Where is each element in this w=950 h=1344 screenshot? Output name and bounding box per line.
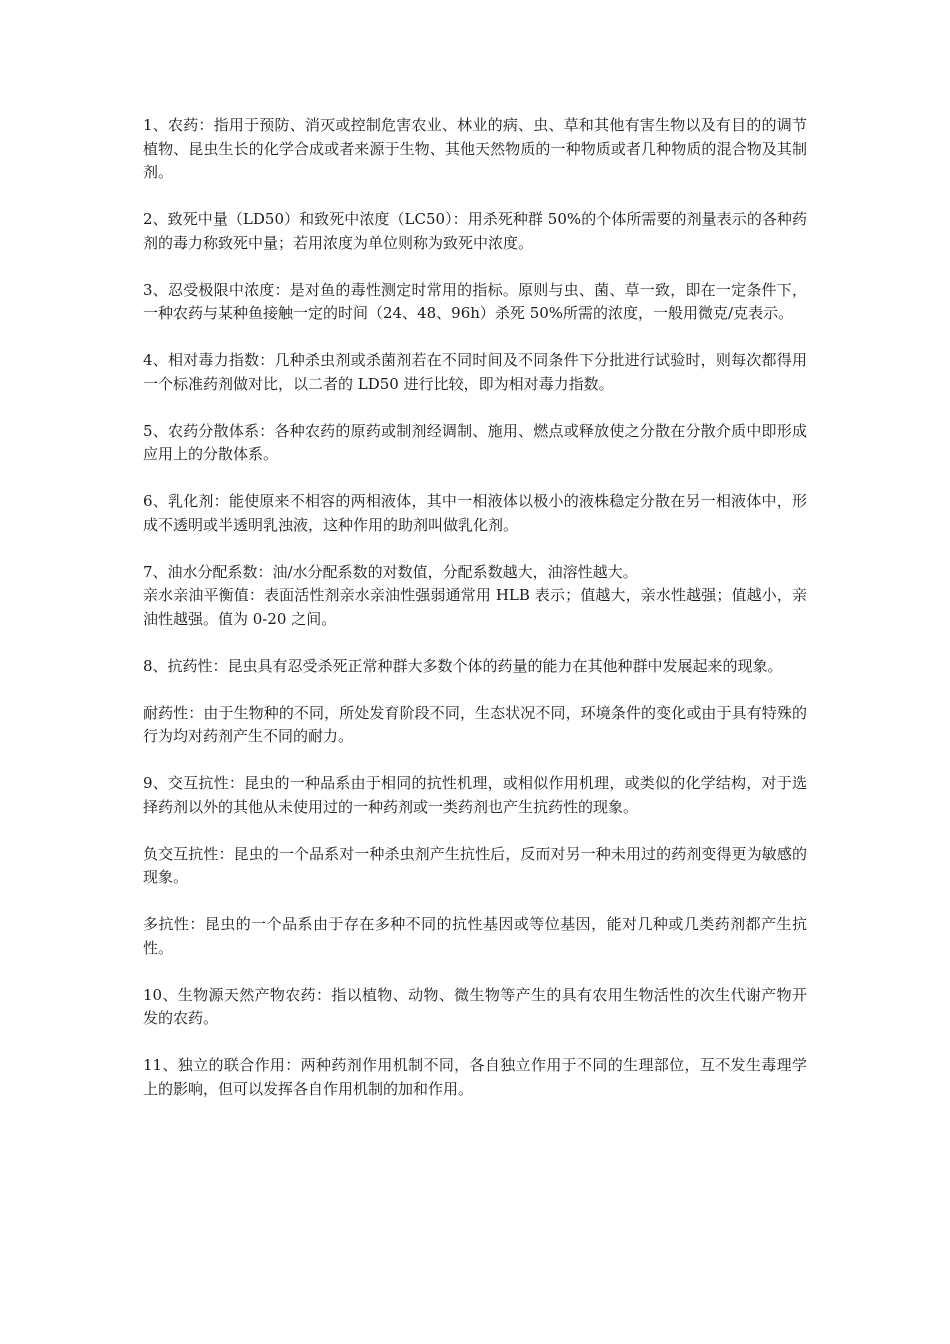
document-body bbox=[143, 114, 807, 1101]
paragraph-gap bbox=[143, 185, 807, 209]
paragraph-gap bbox=[143, 326, 807, 350]
paragraph-gap bbox=[143, 890, 807, 914]
paragraph-6: 6、乳化剂：能使原来不相容的两相液体，其中一相液体以极小的液株稳定分散在另一相液体中，形成不透明或半透明乳浊液，这种作用的助剂叫做乳化剂。 bbox=[143, 492, 807, 534]
paragraph-11: 11、独立的联合作用：两种药剂作用机制不同，各自独立作用于不同的生理部位，互不发生毒理学上的影响，但可以发挥各自作用机制的加和作用。 bbox=[143, 1056, 807, 1098]
paragraph-4: 4、相对毒力指数：几种杀虫剂或杀菌剂若在不同时间及不同条件下分批进行试验时，则每次都得用一个标准药剂做对比，以二者的 LD50 进行比较，即为相对毒力指数。 bbox=[143, 351, 807, 393]
paragraph-gap bbox=[143, 631, 807, 655]
paragraph-9: 9、交互抗性：昆虫的一种品系由于相同的抗性机理，或相似作用机理，或类似的化学结构，对于选择药剂以外的其他从未使用过的一种药剂或一类药剂也产生抗药性的现象。 bbox=[143, 774, 807, 816]
paragraph-2: 2、致死中量（LD50）和致死中浓度（LC50）：用杀死种群 50%的个体所需要的剂量表示的各种药剂的毒力称致死中量；若用浓度为单位则称为致死中浓度。 bbox=[143, 210, 807, 252]
paragraph-9b: 负交互抗性：昆虫的一个品系对一种杀虫剂产生抗性后，反而对另一种未用过的药剂变得更为敏感的现象。 bbox=[143, 844, 807, 886]
paragraph-gap bbox=[143, 396, 807, 420]
paragraph-1: 1、农药：指用于预防、消灭或控制危害农业、林业的病、虫、草和其他有害生物以及有目的的调节植物、昆虫生长的化学合成或者来源于生物、其他天然物质的一种物质或者几种物质的混合物及其制剂。 bbox=[143, 116, 807, 181]
paragraph-5: 5、农药分散体系：各种农药的原药或制剂经调制、施用、燃点或释放使之分散在分散介质中即形成应用上的分散体系。 bbox=[143, 421, 807, 463]
paragraph-gap bbox=[143, 537, 807, 561]
paragraph-10: 10、生物源天然产物农药：指以植物、动物、微生物等产生的具有农用生物活性的次生代谢产物开发的农药。 bbox=[143, 985, 807, 1027]
paragraph-gap bbox=[143, 678, 807, 702]
paragraph-8: 8、抗药性：昆虫具有忍受杀死正常种群大多数个体的药量的能力在其他种群中发展起来的现象。 bbox=[143, 656, 783, 675]
paragraph-3: 3、忍受极限中浓度：是对鱼的毒性测定时常用的指标。原则与虫、菌、草一致，即在一定条件下，一种农药与某种鱼接触一定的时间（24、48、96h）杀死 50%所需的浓度，一般用微克/克表示。 bbox=[143, 280, 807, 322]
paragraph-gap bbox=[143, 960, 807, 984]
paragraph-gap bbox=[143, 255, 807, 279]
paragraph-gap bbox=[143, 749, 807, 773]
paragraph-7: 7、油水分配系数：油/水分配系数的对数值，分配系数越大，油溶性越大。 bbox=[143, 562, 638, 581]
paragraph-7b: 亲水亲油平衡值：表面活性剂亲水亲油性强弱通常用 HLB 表示；值越大，亲水性越强；值越小，亲油性越强。值为 0-20 之间。 bbox=[143, 586, 807, 628]
paragraph-9c: 多抗性：昆虫的一个品系由于存在多种不同的抗性基因或等位基因，能对几种或几类药剂都产生抗性。 bbox=[143, 915, 807, 957]
paragraph-gap bbox=[143, 467, 807, 491]
paragraph-gap bbox=[143, 819, 807, 843]
paragraph-gap bbox=[143, 1031, 807, 1055]
paragraph-8b: 耐药性：由于生物种的不同，所处发育阶段不同，生态状况不同，环境条件的变化或由于具有特殊的行为均对药剂产生不同的耐力。 bbox=[143, 703, 807, 745]
